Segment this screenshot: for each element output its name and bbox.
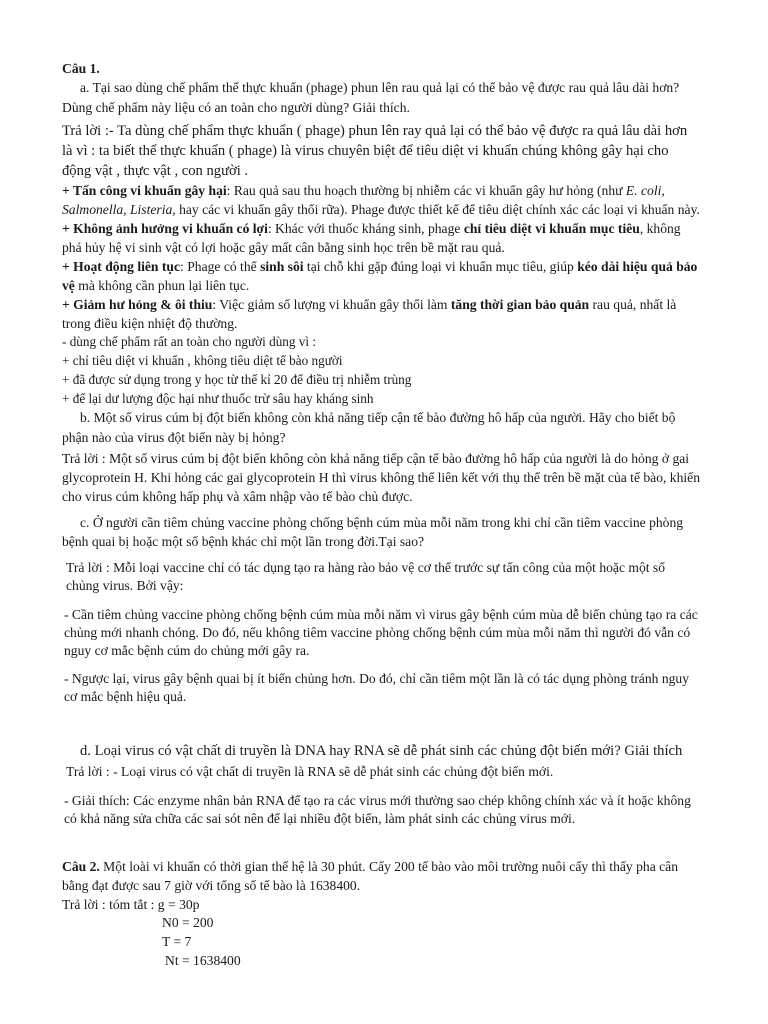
q1b-question-line: phận nào của virus đột biến này bị hỏng?	[62, 430, 286, 445]
q1b-answer-line: glycoprotein H. Khi hỏng các gai glycoprotein H thì virus không thể liên kết với thụ thể trên bề mặt của tế bào, khiến	[62, 470, 701, 485]
point-3-line	[62, 258, 697, 276]
point-1-text: : Rau quả sau thu hoạch thường bị nhiễm các vi khuẩn gây hư hỏng (như	[226, 183, 626, 198]
point-2-heading: + Không ảnh hưởng vi khuẩn có lợi	[62, 221, 268, 236]
q1c-answer-line: chủng virus. Bởi vậy:	[66, 578, 184, 593]
q1a-question-line: a. Tại sao dùng chế phẩm thể thực khuẩn (phage) phun lên rau quả lại có thể bảo vệ được rau quả lâu dài hơn?	[80, 80, 680, 95]
point-4-bold: tăng thời gian bảo quản	[450, 297, 590, 312]
q1c-answer-line: cơ mắc bệnh hiệu quả.	[64, 689, 187, 704]
point-3-text: tại chỗ khi gặp đúng loại vi khuẩn mục tiêu, giúp	[303, 259, 578, 274]
q2-title: Câu 2.	[62, 859, 100, 874]
point-3-text: mà không cần phun lại liên tục.	[74, 278, 250, 293]
safety-line: + chỉ tiêu diệt vi khuẩn , không tiêu diệt tế bào người	[62, 353, 343, 368]
q1d-answer-line: có khả năng sửa chữa các sai sót nên để lại nhiều đột biến, làm phát sinh các chủng virus mới.	[64, 811, 576, 826]
q1b-question-line: b. Một số virus cúm bị đột biến không còn khả năng tiếp cận tế bào đường hô hấp của người. Hãy cho biết bộ	[80, 410, 676, 425]
point-1-line	[62, 201, 700, 219]
point-4-line	[62, 296, 676, 314]
point-3-bold: sinh sôi	[260, 259, 304, 274]
point-3-text: : Phage có thể	[180, 259, 261, 274]
point-3-heading: + Hoạt động liên tục	[62, 259, 181, 274]
q1a-answer-line: là vì : ta biết thể thực khuẩn ( phage) là virus chuyên biệt để tiêu diệt vi khuẩn chúng không gây hại cho	[62, 143, 669, 159]
point-4-heading: + Giảm hư hỏng & ôi thiu	[62, 297, 213, 312]
point-4-text: : Việc giảm số lượng vi khuẩn gây thối làm	[212, 297, 451, 312]
point-1-italic: E. coli,	[625, 183, 665, 198]
point-2-text: , không	[639, 221, 681, 236]
safety-line: + để lại dư lượng độc hại như thuốc trừ sâu hay kháng sinh	[62, 391, 374, 406]
point-2-bold: chỉ tiêu diệt vi khuẩn mục tiêu	[463, 221, 640, 236]
q1c-answer-line: - Ngược lại, virus gây bệnh quai bị ít biến chủng hơn. Do đó, chỉ cần tiêm một lần là có tác dụng phòng tránh nguy	[64, 671, 690, 686]
q1a-answer-line: Trả lời :- Ta dùng chế phẩm thực khuẩn ( phage) phun lên ray quả lại có thể bảo vệ được ra quả lâu dài hơn	[62, 123, 688, 139]
q2-question-line: bằng đạt được sau 7 giờ với tổng số tế bào là 1638400.	[62, 878, 361, 893]
q1c-question-line: c. Ở người cần tiêm chủng vaccine phòng chống bệnh cúm mùa mỗi năm trong khi chỉ cần tiêm vaccine phòng	[80, 515, 684, 530]
point-1-text: , hay các vi khuẩn gây thối rữa). Phage được thiết kế để tiêu diệt chính xác các loại vi khuẩn này.	[172, 202, 700, 217]
q1-title: Câu 1.	[62, 61, 100, 76]
q1a-answer-line: động vật , thực vật , con người .	[62, 163, 249, 179]
point-1-text: ,	[123, 202, 130, 217]
q2-question-text: Một loài vi khuẩn có thời gian thế hệ là 30 phút. Cấy 200 tế bào vào môi trường nuôi cấy thì thấy pha cân	[99, 859, 678, 874]
point-3-bold: vệ	[62, 278, 75, 293]
q1d-answer-line: Trả lời : - Loại virus có vật chất di truyền là RNA sẽ dễ phát sinh các chủng đột biến mới.	[66, 764, 554, 779]
q1c-answer-line: - Cần tiêm chủng vaccine phòng chống bệnh cúm mùa mỗi năm vì virus gây bệnh cúm mùa dễ biến chủng tạo ra các	[64, 607, 698, 622]
q1c-answer-line: nguy cơ mắc bệnh cúm do chủng mới gây ra.	[64, 643, 310, 658]
q1a-question-line: Dùng chế phẩm này liệu có an toàn cho người dùng? Giải thích.	[62, 100, 410, 115]
q1c-answer-line: Trả lời : Mỗi loại vaccine chỉ có tác dụng tạo ra hàng rào bảo vệ cơ thể trước sự tấn công của một hoặc một số	[66, 560, 666, 575]
point-4-line: trong điều kiện nhiệt độ thường.	[62, 316, 238, 331]
point-1-line	[62, 182, 665, 200]
q1b-answer-line: cho virus cúm không hấp phụ và xâm nhập vào tế bào chủ được.	[62, 489, 413, 504]
safety-line: + đã được sử dụng trong y học từ thế kỉ 20 để điều trị nhiễm trùng	[62, 372, 412, 387]
q1d-answer-line: - Giải thích: Các enzyme nhân bản RNA để tạo ra các virus mới thường sao chép không chính xác và ít hoặc không	[64, 793, 691, 808]
point-2-text: : Khác với thuốc kháng sinh, phage	[267, 221, 464, 236]
point-2-line	[62, 220, 681, 238]
q2-question-line	[62, 858, 678, 876]
point-1-italic: Salmonella	[62, 202, 124, 217]
q2-answer-line: N0 = 200	[162, 915, 214, 930]
q2-answer-line: T = 7	[162, 934, 192, 949]
q2-answer-line: Trả lời : tóm tắt : g = 30p	[62, 897, 200, 912]
q1c-question-line: bệnh quai bị hoặc một số bệnh khác chỉ một lần trong đời.Tại sao?	[62, 534, 425, 549]
q1b-answer-line: Trả lời : Một số virus cúm bị đột biến không còn khả năng tiếp cận tế bào đường hô hấp của người là do hỏng ở gai	[62, 451, 690, 466]
point-2-line: phá hủy hệ vi sinh vật có lợi hoặc gây mất cân bằng sinh học trên bề mặt rau quả.	[62, 240, 505, 255]
q1c-answer-line: chủng mới nhanh chóng. Do đó, nếu không tiêm vaccine phòng chống bệnh cúm mùa mỗi năm thì người đó vẫn có	[64, 625, 691, 640]
safety-line: - dùng chế phẩm rất an toàn cho người dùng vì :	[62, 334, 317, 349]
q1d-question-line: d. Loại virus có vật chất di truyền là DNA hay RNA sẽ dễ phát sinh các chủng đột biến mới? Giải thích	[80, 743, 683, 759]
point-1-italic: Listeria	[129, 202, 173, 217]
point-1-heading: + Tấn công vi khuẩn gây hại	[62, 183, 227, 198]
point-3-bold: kéo dài hiệu quả bảo	[577, 259, 698, 274]
point-3-line	[62, 277, 249, 295]
q2-answer-line: Nt = 1638400	[165, 953, 241, 968]
point-4-text: rau quả, nhất là	[589, 297, 677, 312]
